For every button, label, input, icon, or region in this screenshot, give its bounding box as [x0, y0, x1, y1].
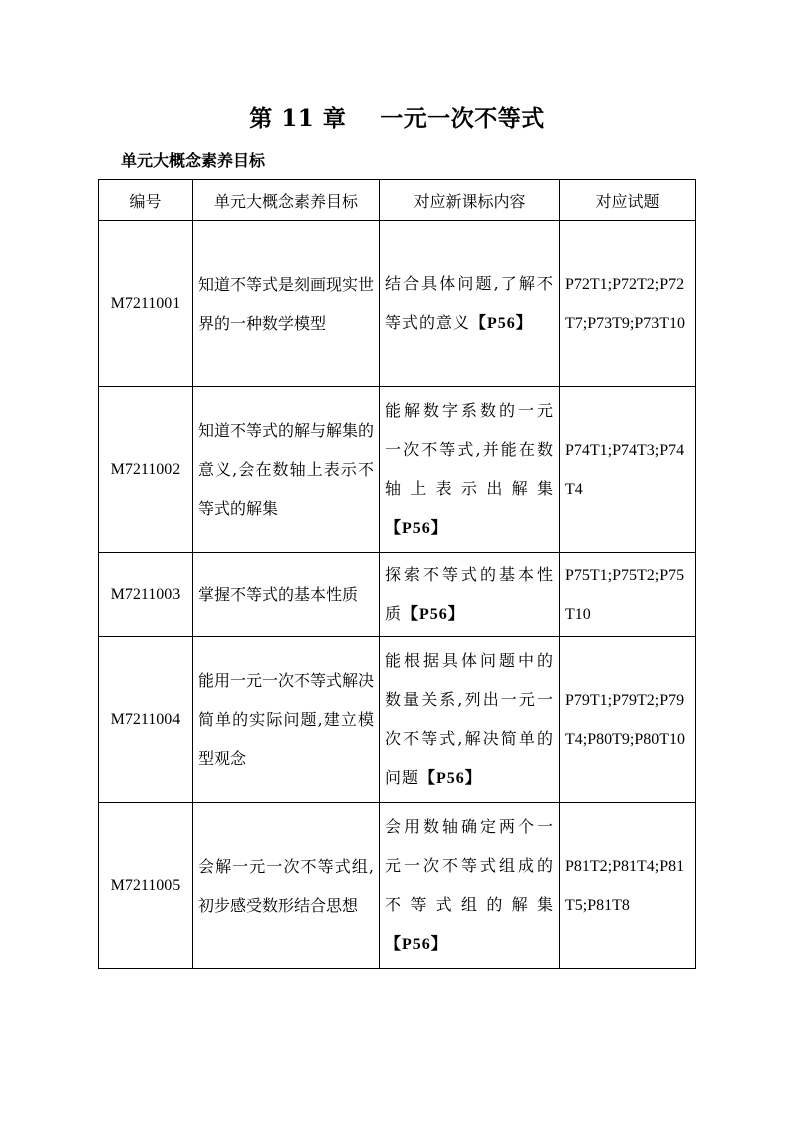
- header-standard: 对应新课标内容: [380, 180, 560, 221]
- cell-code: M7211004: [99, 637, 193, 803]
- cell-code: M7211005: [99, 803, 193, 969]
- standard-text: 能根据具体问题中的数量关系,列出一元一次不等式,解决简单的问题: [385, 651, 554, 787]
- standard-text: 探索不等式的基本性质: [385, 565, 554, 623]
- cell-standard: [380, 553, 560, 637]
- header-goal: 单元大概念素养目标: [193, 180, 380, 221]
- cell-tests: P72T1;P72T2;P72T7;P73T9;P73T10: [560, 221, 696, 387]
- header-tests: 对应试题: [560, 180, 696, 221]
- cell-tests: P75T1;P75T2;P75T10: [560, 553, 696, 637]
- standard-ref: 【P56】: [419, 770, 482, 787]
- table-header-row: [99, 180, 696, 221]
- cell-code: M7211002: [99, 387, 193, 553]
- table-row: [99, 803, 696, 969]
- standard-ref: 【P56】: [470, 315, 533, 332]
- table-row: [99, 221, 696, 387]
- table-row: [99, 553, 696, 637]
- cell-goal: 知道不等式的解与解集的意义,会在数轴上表示不等式的解集: [193, 387, 380, 553]
- cell-goal: 能用一元一次不等式解决简单的实际问题,建立模型观念: [193, 637, 380, 803]
- standard-ref: 【P56】: [385, 520, 448, 537]
- cell-code: M7211003: [99, 553, 193, 637]
- header-code: 编号: [99, 180, 193, 221]
- cell-tests: P74T1;P74T3;P74T4: [560, 387, 696, 553]
- table-row: [99, 637, 696, 803]
- cell-goal: 掌握不等式的基本性质: [193, 553, 380, 637]
- table-row: [99, 387, 696, 553]
- standard-ref: 【P56】: [385, 936, 448, 953]
- cell-code: M7211001: [99, 221, 193, 387]
- section-subtitle: 单元大概念素养目标: [121, 151, 266, 170]
- goals-table: [98, 179, 696, 969]
- cell-standard: [380, 803, 560, 969]
- cell-tests: P81T2;P81T4;P81T5;P81T8: [560, 803, 696, 969]
- cell-goal: 知道不等式是刻画现实世界的一种数学模型: [193, 221, 380, 387]
- standard-text: 能解数字系数的一元一次不等式,并能在数轴上表示出解集: [385, 401, 554, 498]
- chapter-title: 第 11 章 一元一次不等式: [249, 105, 545, 132]
- cell-tests: P79T1;P79T2;P79T4;P80T9;P80T10: [560, 637, 696, 803]
- cell-standard: [380, 637, 560, 803]
- cell-standard: [380, 387, 560, 553]
- standard-text: 会用数轴确定两个一元一次不等式组成的不等式组的解集: [385, 817, 554, 914]
- standard-ref: 【P56】: [402, 606, 465, 623]
- standard-text: 结合具体问题,了解不等式的意义: [385, 274, 554, 332]
- cell-standard: [380, 221, 560, 387]
- cell-goal: 会解一元一次不等式组,初步感受数形结合思想: [193, 803, 380, 969]
